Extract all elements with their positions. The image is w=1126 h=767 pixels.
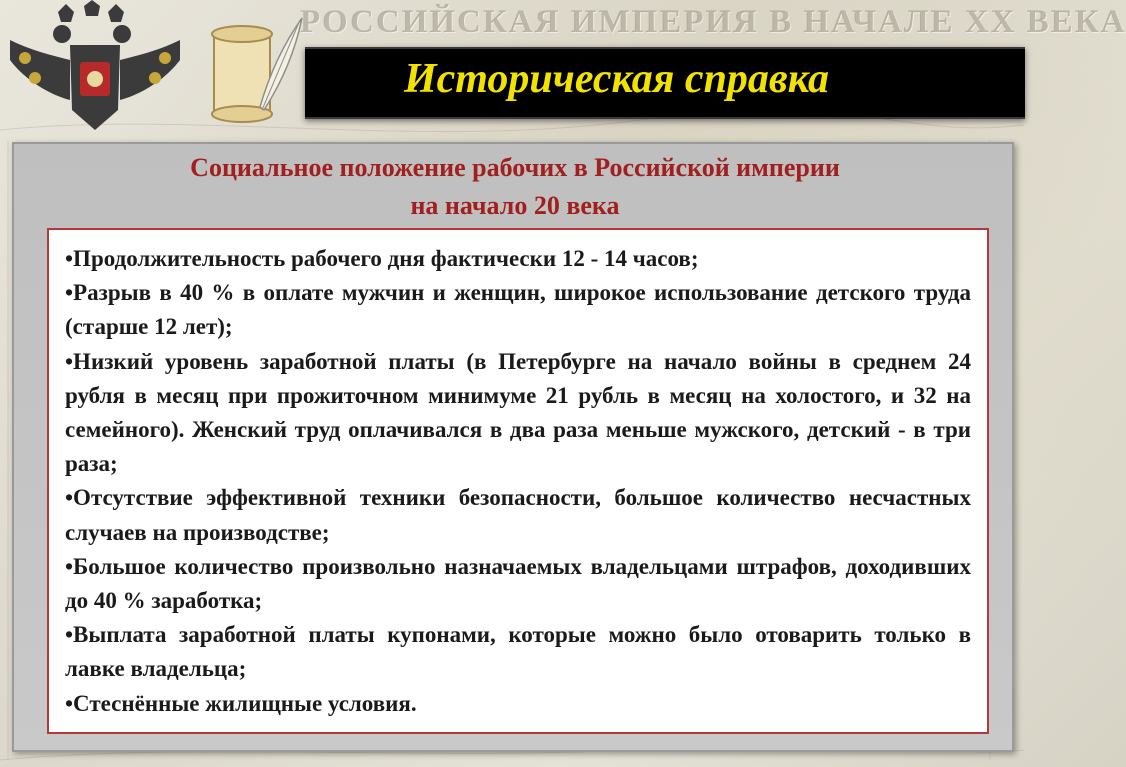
- bullet-item: •Большое количество произвольно назначаемых владельцами штрафов, доходивших до 40 % заработка;: [65, 553, 971, 614]
- content-panel: [12, 142, 1014, 752]
- scroll-quill-icon: [200, 12, 310, 132]
- bullet-item: •Продолжительность рабочего дня фактически 12 - 14 часов;: [65, 246, 699, 271]
- banner-title: Историческая справка: [404, 56, 829, 102]
- title-banner: [305, 47, 1025, 119]
- section-heading-line2: на начало 20 века: [410, 191, 620, 220]
- bullet-item: •Стеснённые жилищные условия.: [65, 690, 417, 716]
- double-headed-eagle-emblem: [0, 0, 190, 140]
- bullet-item: •Отсутствие эффективной техники безопасности, большое количество несчастных случаев на производстве;: [65, 485, 971, 545]
- bullet-item: •Разрыв в 40 % в оплате мужчин и женщин, широкое использование детского труда (старше 12 лет);: [65, 280, 971, 340]
- section-heading-line1: Социальное положение рабочих в Российской империи: [190, 153, 840, 182]
- background-title: РОССИЙСКАЯ ИМПЕРИЯ В НАЧАЛЕ XX ВЕКА: [300, 4, 1126, 40]
- bullet-item: •Выплата заработной платы купонами, которые можно было отоварить только в лавке владельца;: [65, 622, 971, 682]
- bullet-list-box: [47, 228, 989, 734]
- bullet-item: •Низкий уровень заработной платы (в Петербурге на начало войны в среднем 24 рубля в месяц при прожиточном минимуме 21 рубль в месяц на холостого, и 32 на семейного). Женский труд оплачивался в два раза меньше мужского, детский - в три раза;: [65, 348, 971, 477]
